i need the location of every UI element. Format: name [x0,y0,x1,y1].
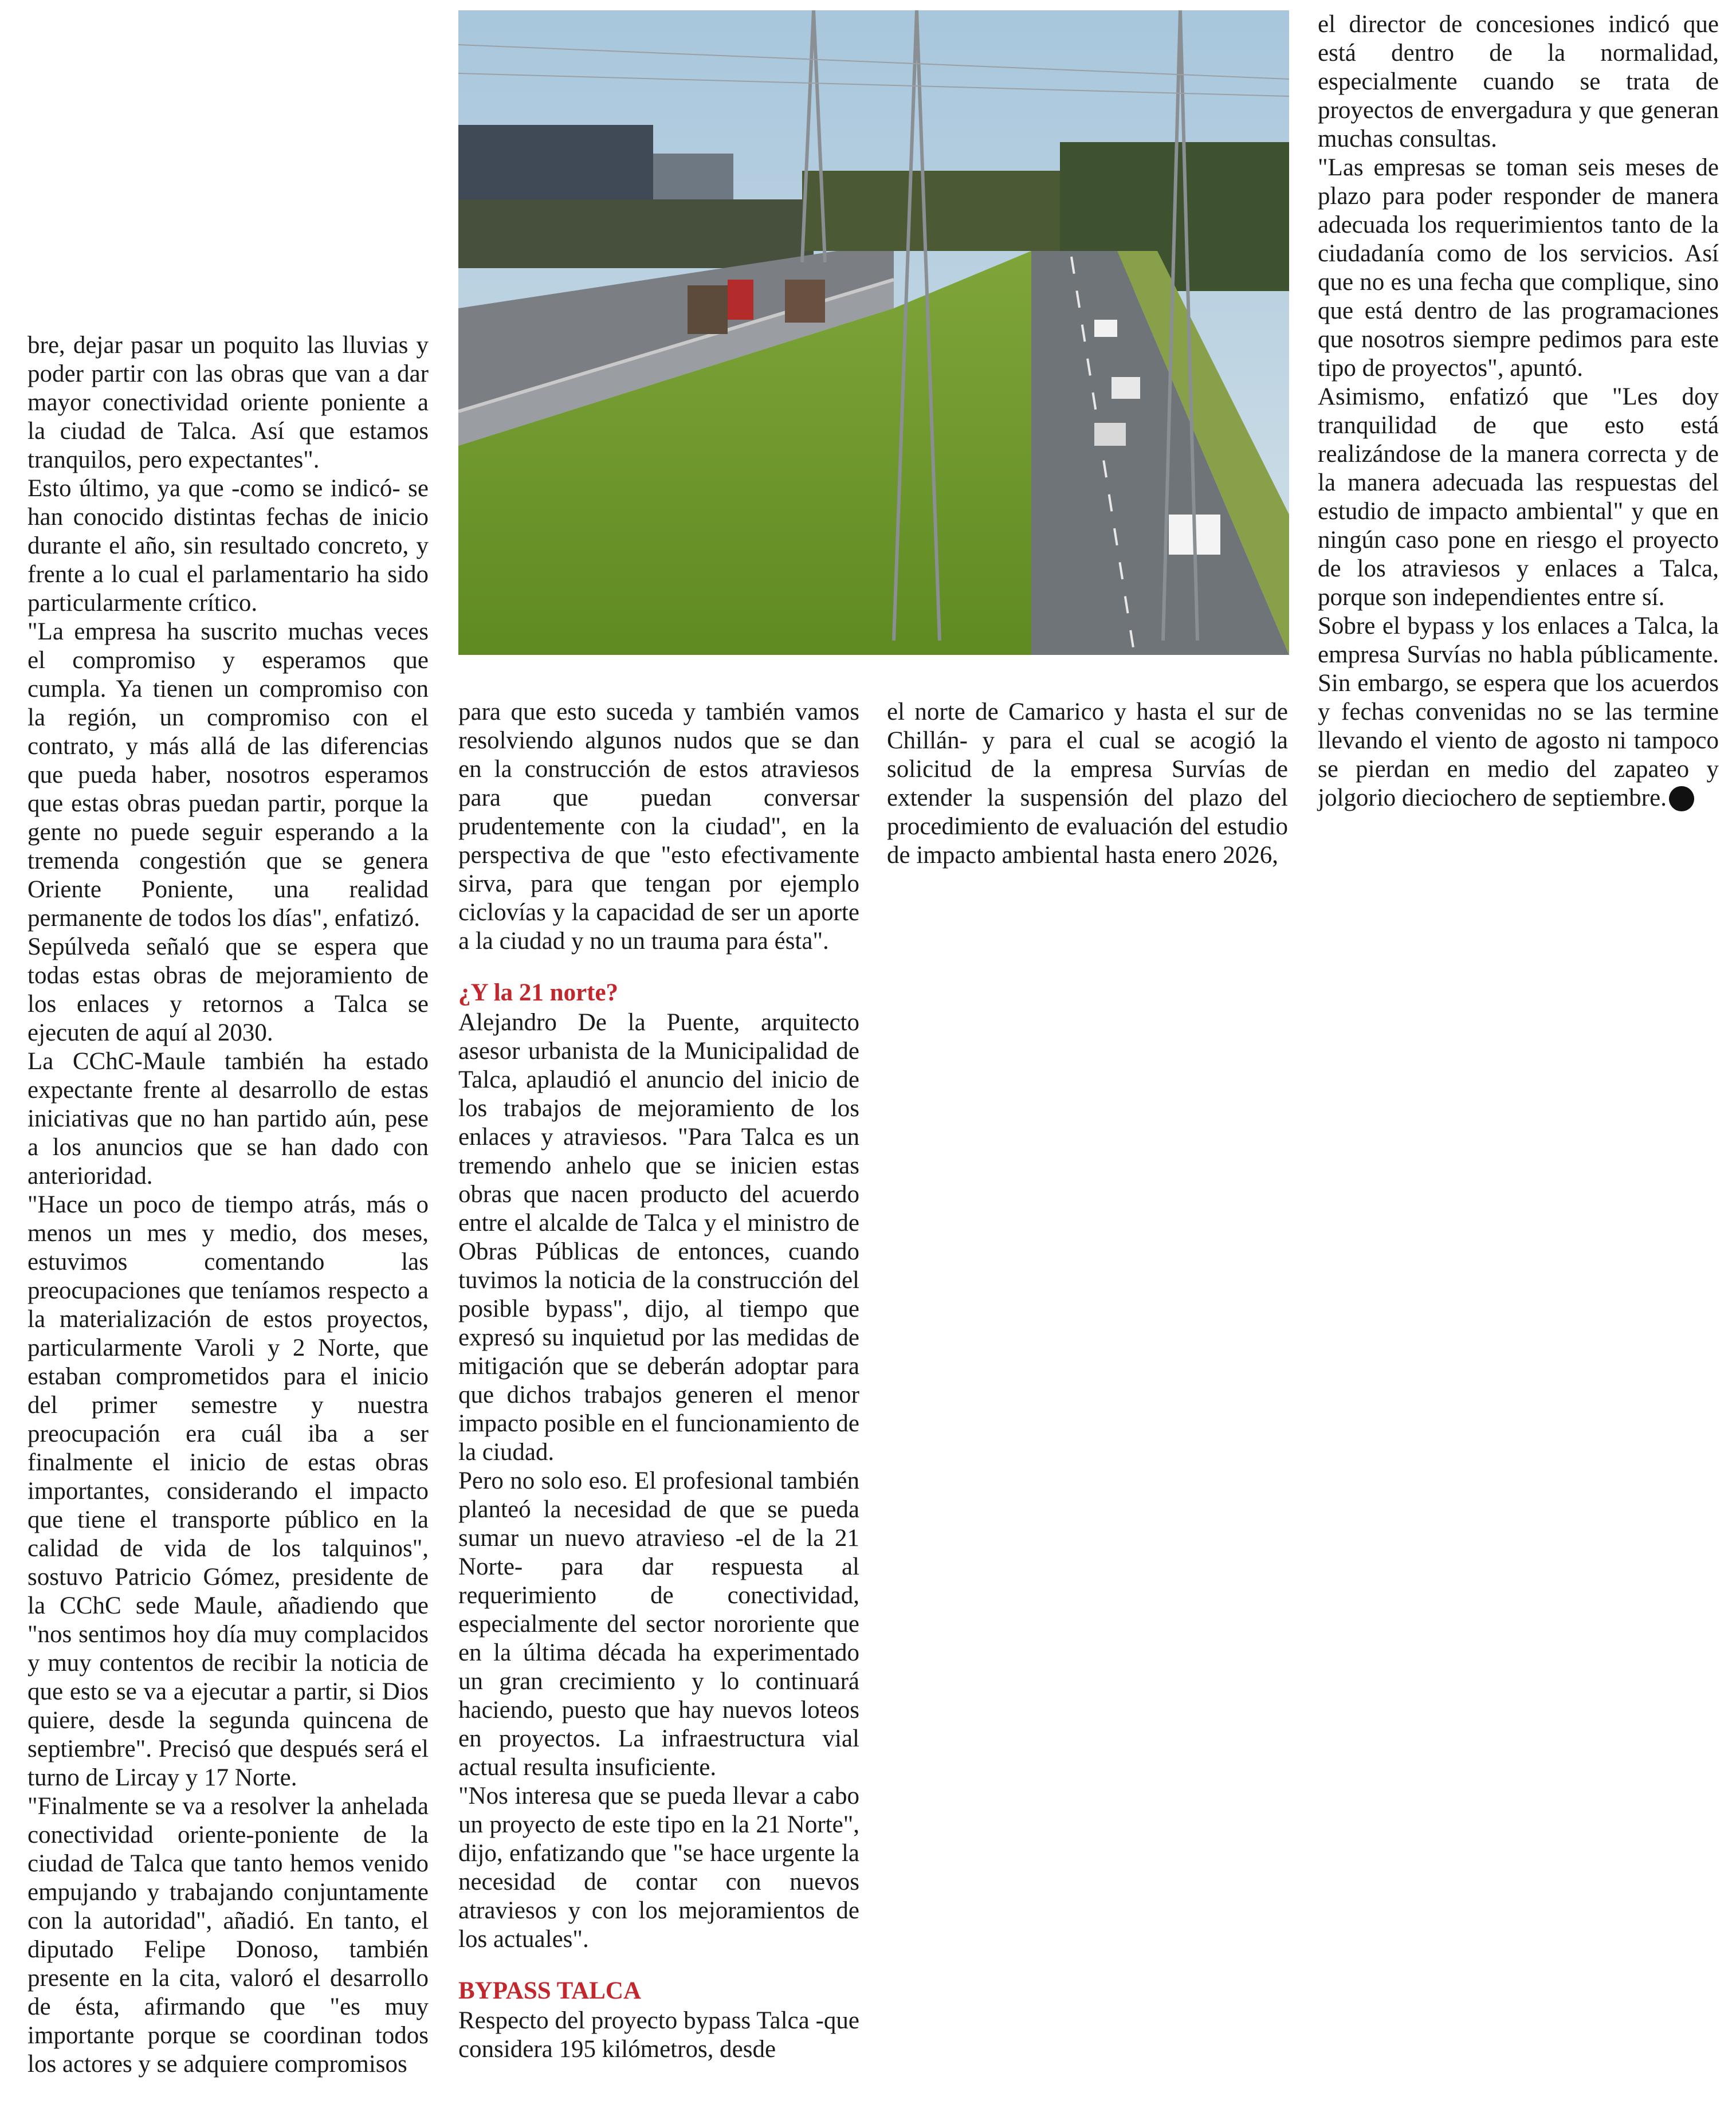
paragraph: La CChC-Maule también ha estado expectante frente al desarrollo de estas iniciativas que no han partido aún, pese a los anuncios que se han dado con anterioridad. [28,1048,429,1189]
paragraph: Esto último, ya que -como se indicó- se han conocido distintas fechas de inicio durante el año, sin resultado concreto, y frente a lo cual el parlamentario ha sido particularmente crítico. [28,475,429,617]
subheading-21-norte: ¿Y la 21 norte? [458,979,619,1006]
paragraph: Alejandro De la Puente, arquitecto asesor urbanista de la Municipalidad de Talca, aplaudió el anuncio del inicio de los trabajos de mejoramiento de los enlaces y atraviesos. "Para Talca es un tremendo anhelo que se inicien estas obras que nacen producto del acuerdo entre el alcalde de Talca y el ministro de Obras Públicas de entonces, cuando tuvimos la noticia de la construcción del posible bypass", dijo, al tiempo que expresó su inquietud por las medidas de mitigación que se deberán adoptar para que dichos trabajos generen el menor impacto posible en el funcionamiento de la ciudad. [458,1009,859,1466]
paragraph: Asimismo, enfatizó que "Les doy tranquilidad de que esto está realizándose de la manera correcta y de la manera adecuada las respuestas del estudio de impacto ambiental" y que en ningún caso pone en riesgo el proyecto de los atraviesos y enlaces a Talca, porque son independientes entre sí. [1318,383,1719,611]
column-3 [887,698,1288,870]
paragraph: Sepúlveda señaló que se espera que todas estas obras de mejoramiento de los enlaces y retornos a Talca se ejecuten de aquí al 2030. [28,933,429,1046]
paragraph: "La empresa ha suscrito muchas veces el compromiso y esperamos que cumpla. Ya tienen un compromiso con la región, un compromiso con el contrato, y más allá de las diferencias que pueda haber, nosotros esperamos que estas obras puedan partir, porque la gente no puede seguir esperando a la tremenda congestión que se genera Oriente Poniente, una realidad permanente de todos los días", enfatizó. [28,618,429,932]
paragraph: Pero no solo eso. El profesional también planteó la necesidad de que se pueda sumar un nuevo atravieso -el de la 21 Norte- para dar respuesta al requerimiento de conectividad, especialmente del sector nororiente que en la última década ha experimentado un gran crecimiento y lo continuará haciendo, puesto que hay nuevos loteos en proyectos. La infraestructura vial actual resulta insuficiente. [458,1467,859,1781]
paragraph: "Hace un poco de tiempo atrás, más o menos un mes y medio, dos meses, estuvimos comentando las preocupaciones que teníamos respecto a la materialización de estos proyectos, particularmente Varoli y 2 Norte, que estaban comprometidos para el inicio del primer semestre y nuestra preocupación era cuál iba a ser finalmente el inicio de estas obras importantes, considerando el impacto que tiene el transporte público en la calidad de vida de los talquinos", sostuvo Patricio Gómez, presidente de la CChC sede Maule, añadiendo que "nos sentimos hoy día muy complacidos y muy contentos de recibir la noticia de que esto se va a ejecutar a partir, si Dios quiere, desde la segunda quincena de septiembre". Precisó que después será el turno de Lircay y 17 Norte. [28,1191,429,1791]
paragraph-text: Sobre el bypass y los enlaces a Talca, la empresa Survías no habla públicamente. Sin embargo, se espera que los acuerdos y fechas convenidas no se las termine llevando el viento de agosto ni tampoco se pierdan en medio del zapateo y jolgorio dieciochero de septiembre. [1318,613,1719,811]
highway-photo [458,10,1289,655]
end-of-article-dot [1669,786,1694,811]
paragraph [1318,612,1719,812]
column-1 [28,331,429,2079]
column-4 [1318,10,1719,812]
paragraph: "Las empresas se toman seis meses de plazo para poder responder de manera adecuada los requerimientos tanto de la ciudadanía como de los servicios. Así que no es una fecha que complique, sino que está dentro de las programaciones que nosotros siempre pedimos para este tipo de proyectos", apuntó. [1318,154,1719,382]
paragraph: Respecto del proyecto bypass Talca -que considera 195 kilómetros, desde [458,2007,859,2063]
column-2 [458,698,859,2064]
paragraph: bre, dejar pasar un poquito las lluvias y poder partir con las obras que van a dar mayor conectividad oriente poniente a la ciudad de Talca. Así que estamos tranquilos, pero expectantes". [28,332,429,473]
paragraph: el director de concesiones indicó que está dentro de la normalidad, especialmente cuando se trata de proyectos de envergadura y que generan muchas consultas. [1318,11,1719,152]
paragraph: para que esto suceda y también vamos resolviendo algunos nudos que se dan en la construcción de estos atraviesos para que puedan conversar prudentemente con la ciudad", en la perspectiva de que "esto efectivamente sirva, para que tengan por ejemplo ciclovías y la capacidad de ser un aporte a la ciudad y no un trauma para ésta". [458,698,859,955]
paragraph: "Finalmente se va a resolver la anhelada conectividad oriente-poniente de la ciudad de Talca que tanto hemos venido empujando y trabajando conjuntamente con la autoridad", añadió. En tanto, el diputado Felipe Donoso, también presente en la cita, valoró el desarrollo de ésta, afirmando que "es muy importante porque se coordinan todos los actores y se adquiere compromisos [28,1793,429,2078]
subheading-bypass-talca: BYPASS TALCA [458,1977,641,2004]
paragraph: el norte de Camarico y hasta el sur de Chillán- y para el cual se acogió la solicitud de la empresa Survías de extender la suspensión del plazo del procedimiento de evaluación del estudio de impacto ambiental hasta enero 2026, [887,698,1288,869]
paragraph: "Nos interesa que se pueda llevar a cabo un proyecto de este tipo en la 21 Norte", dijo, enfatizando que "se hace urgente la necesidad de contar con nuevos atraviesos y con los mejoramientos de los actuales". [458,1783,859,1953]
